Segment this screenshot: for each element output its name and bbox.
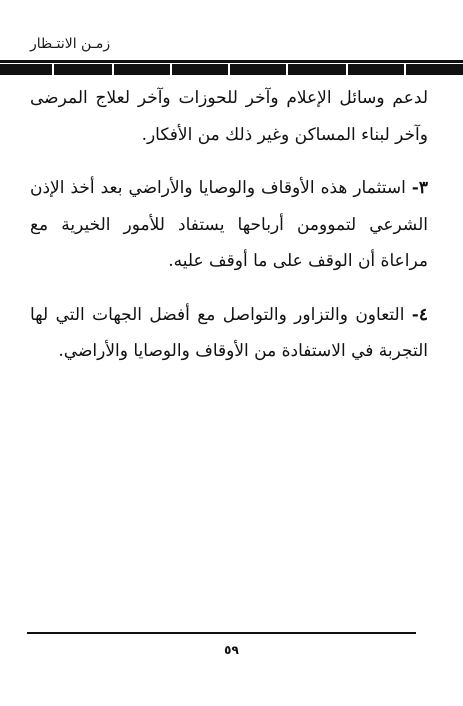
- paragraph-2-number: ٣-: [411, 178, 428, 198]
- body-text: [30, 80, 428, 370]
- header-rule: [0, 60, 463, 76]
- paragraph-3-text: التعاون والتزاور والتواصل مع أفضل الجهات التي لها التجربة في الاستفادة من الأوقاف والوصايا والأراضي.: [30, 304, 428, 361]
- paragraph-1-text: لدعم وسائل الإعلام وآخر للحوزات وآخر لعلاج المرضى وآخر لبناء المساكن وغير ذلك من الأفكار.: [30, 88, 428, 145]
- paragraph-3-number: ٤-: [411, 304, 428, 325]
- paragraph-1: [30, 80, 428, 153]
- paragraph-2-text: استثمار هذه الأوقاف والوصايا والأراضي بعد أخذ الإذن الشرعي لتموومن أرباحها يستفاد للأمور الخيرية مع مراعاة أن الوقف على ما أوقف عليه.: [30, 178, 428, 271]
- running-header: زمـن الانتـظار: [30, 36, 111, 52]
- paragraph-3: [30, 297, 428, 370]
- page-number: ٥٩: [224, 643, 239, 657]
- paragraph-2: [30, 170, 428, 280]
- footer-rule: [27, 632, 416, 634]
